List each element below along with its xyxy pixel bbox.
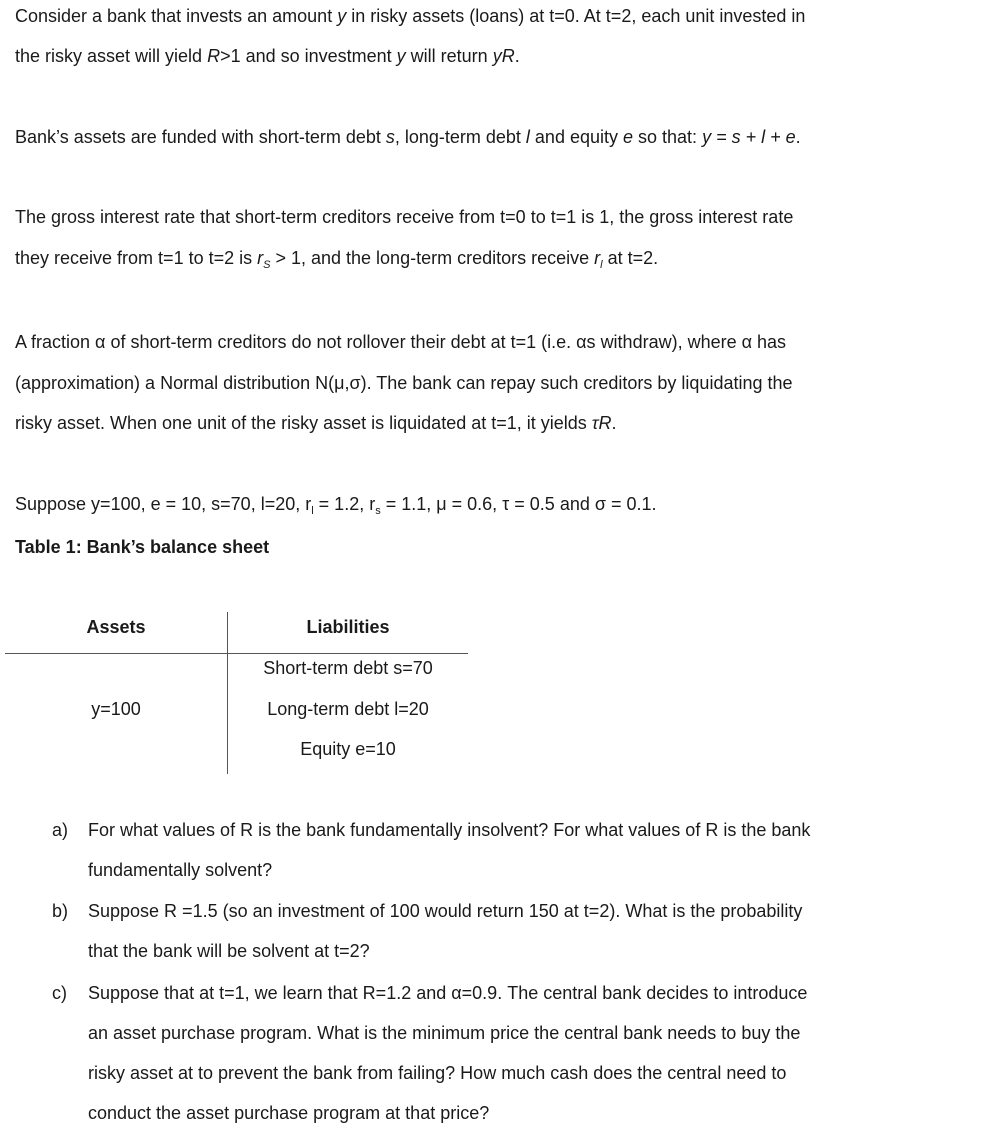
question-line: For what values of R is the bank fundamentally insolvent? For what values of R is the bank (88, 820, 811, 840)
question-label: b) (52, 901, 69, 921)
subscript-s: s (375, 505, 381, 517)
text: Suppose y=100, e = 10, s=70, l=20, r (15, 494, 312, 514)
text: = 1.2, r (313, 494, 376, 514)
var-yR: yR (492, 46, 515, 66)
intro-line-1 (15, 5, 805, 27)
text: . (611, 413, 617, 433)
text: will return (405, 46, 493, 66)
table-caption: Table 1: Bank’s balance sheet (15, 537, 270, 557)
var-l: l (525, 127, 530, 147)
liabilities-header: Liabilities (306, 617, 390, 637)
question-label: a) (52, 820, 69, 840)
var-tauR: τR (591, 413, 612, 433)
text: in risky assets (loans) at t=0. At t=2, each unit invested in (346, 6, 806, 26)
liability-long-term: Long-term debt l=20 (267, 699, 429, 719)
subscript-s: S (263, 259, 271, 271)
var-R: R (207, 46, 221, 66)
var-y: y (337, 6, 347, 26)
question-line: Suppose R =1.5 (so an investment of 100 would return 150 at t=2). What is the probability (88, 901, 803, 921)
var-r: r (594, 248, 601, 268)
text: the risky asset will yield (15, 46, 208, 66)
text: Bank’s assets are funded with short-term debt (15, 127, 386, 147)
text: at t=2. (602, 248, 659, 268)
funding-paragraph (15, 126, 801, 148)
intro-line-2 (15, 45, 520, 67)
text: . (795, 127, 801, 147)
text: so that: (633, 127, 703, 147)
interest-line-2 (15, 247, 658, 269)
var-e: e (623, 127, 634, 147)
parameters-line (15, 493, 657, 515)
question-line: risky asset at to prevent the bank from failing? How much cash does the central need to (88, 1063, 787, 1083)
withdraw-line-2: (approximation) a Normal distribution N(μ,σ). The bank can repay such creditors by liquidating the (15, 373, 793, 393)
text: they receive from t=1 to t=2 is (15, 248, 258, 268)
text: > 1, and the long-term creditors receive (270, 248, 595, 268)
text: , long-term debt (394, 127, 526, 147)
withdraw-line-1: A fraction α of short-term creditors do not rollover their debt at t=1 (i.e. αs withdraw), where α has (15, 332, 787, 352)
question-label: c) (52, 983, 67, 1003)
question-line: fundamentally solvent? (88, 860, 273, 880)
var-y: y (396, 46, 406, 66)
withdraw-line-3 (15, 412, 617, 434)
table-header-rule (5, 653, 468, 654)
liability-equity: Equity e=10 (300, 739, 396, 759)
subscript-l: l (311, 505, 314, 517)
question-line: that the bank will be solvent at t=2? (88, 941, 370, 961)
assets-value: y=100 (91, 699, 141, 719)
text: Consider a bank that invests an amount (15, 6, 338, 26)
liability-short-term: Short-term debt s=70 (263, 658, 433, 678)
text: and equity (529, 127, 623, 147)
interest-line-1: The gross interest rate that short-term creditors receive from t=0 to t=1 is 1, the gross interest rate (15, 207, 794, 227)
var-r: r (257, 248, 264, 268)
text: . (514, 46, 520, 66)
text: = 1.1, μ = 0.6, τ = 0.5 and σ = 0.1. (380, 494, 657, 514)
question-line: conduct the asset purchase program at that price? (88, 1103, 490, 1123)
assets-header: Assets (86, 617, 146, 637)
table-column-divider (227, 612, 228, 774)
subscript-l: l (600, 259, 603, 271)
var-s: s (385, 127, 395, 147)
funding-equation: y = s + l + e (702, 127, 796, 147)
text: >1 and so investment (220, 46, 397, 66)
text: risky asset. When one unit of the risky asset is liquidated at t=1, it yields (15, 413, 592, 433)
question-line: an asset purchase program. What is the minimum price the central bank needs to buy the (88, 1023, 801, 1043)
question-line: Suppose that at t=1, we learn that R=1.2 and α=0.9. The central bank decides to introduce (88, 983, 808, 1003)
